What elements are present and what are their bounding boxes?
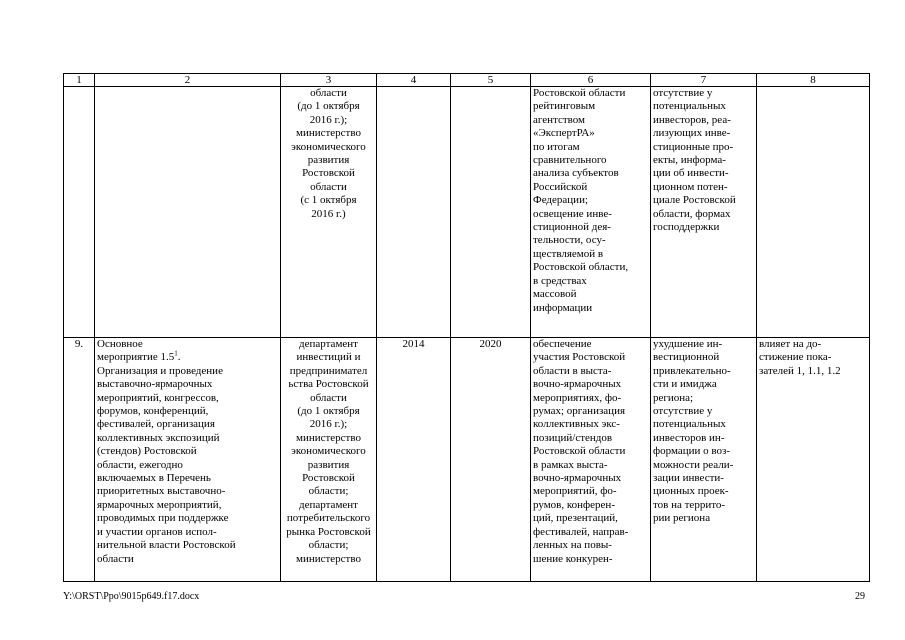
- cell-start-year: 2014: [377, 338, 451, 582]
- cell-expected-result: Ростовской области рейтинговым агентством «ЭкспертРА» по итогам сравнительного анализа субъектов Российской Федерации; освещение инве- стиционной дея- тельности, осу- ществляемой в Ростовской области, в средствах массовой информации: [531, 87, 651, 338]
- executor-text: департамент инвестиций и предпринимател ьства Ростовской области (до 1 октября 2016 г.); министерство экономического развития Ростовской области; департамент потребительского рынка Ростовской области; министерство: [286, 338, 371, 565]
- cell-expected-result: [531, 338, 651, 582]
- cell-end-year: [451, 87, 531, 338]
- header-cell: 3: [281, 74, 377, 87]
- footnote-mark: 1: [174, 349, 178, 358]
- cell-indicators: влияет на до- стижение пока- зателей 1, 1.1, 1.2: [757, 338, 870, 582]
- footer-page-number: 29: [855, 591, 865, 602]
- header-row: [64, 74, 870, 87]
- cell-end-year: 2020: [451, 338, 531, 582]
- footer-file-path: Y:\ORST\Ppo\9015p649.f17.docx: [63, 591, 200, 602]
- header-cell: 4: [377, 74, 451, 87]
- cell-executor: [281, 338, 377, 582]
- activity-title: Основное мероприятие 1.5: [97, 338, 175, 364]
- header-cell: 7: [651, 74, 757, 87]
- header-cell: 5: [451, 74, 531, 87]
- main-table: [63, 73, 870, 582]
- cell-activity: [95, 338, 281, 582]
- header-cell: 1: [64, 74, 95, 87]
- header-cell: 2: [95, 74, 281, 87]
- table-row-continued: [64, 87, 870, 338]
- cell-activity: [95, 87, 281, 338]
- cell-consequences: отсутствие у потенциальных инвесторов, реа- лизующих инве- стиционные про- екты, информа- ции об инвести- ционном потен- циале Ростовской области, формах господдержки: [651, 87, 757, 338]
- cell-executor: области (до 1 октября 2016 г.); министерство экономического развития Ростовской области (с 1 октября 2016 г.): [281, 87, 377, 338]
- expected-result-text: обеспечение участия Ростовской области в выста- вочно-ярмарочных мероприятиях, фо- румах; организация коллективных экс- позиций/стендов Ростовской области в рамках выста- вочно-ярмарочных мероприятий, фо- румов, конферен- ций, презентаций, фестивалей, направ- ленных на повы- шение конкурен-: [533, 338, 629, 565]
- cell-start-year: [377, 87, 451, 338]
- cell-number: 9.: [64, 338, 95, 582]
- table-row-9: [64, 338, 870, 582]
- activity-title-dot: .: [177, 351, 181, 364]
- cell-indicators: [757, 87, 870, 338]
- header-cell: 8: [757, 74, 870, 87]
- cell-consequences: ухудшение ин- вестиционной привлекательно- сти и имиджа региона; отсутствие у потенциальных инвесторов ин- формации о воз- можности реали- зации инвести- ционных проек- тов на террито- рии региона: [651, 338, 757, 582]
- activity-description: Организация и проведение выставочно-ярмарочных мероприятий, конгрессов, форумов, конференций, фестивалей, организация коллективных экспозиций (стендов) Ростовской области, ежегодно включаемых в Перечень приоритетных выставочно- ярмарочных мероприятий, проводимых при поддержке и участии органов испол- нительной власти Ростовской области: [97, 364, 236, 565]
- cell-number: [64, 87, 95, 338]
- header-cell: 6: [531, 74, 651, 87]
